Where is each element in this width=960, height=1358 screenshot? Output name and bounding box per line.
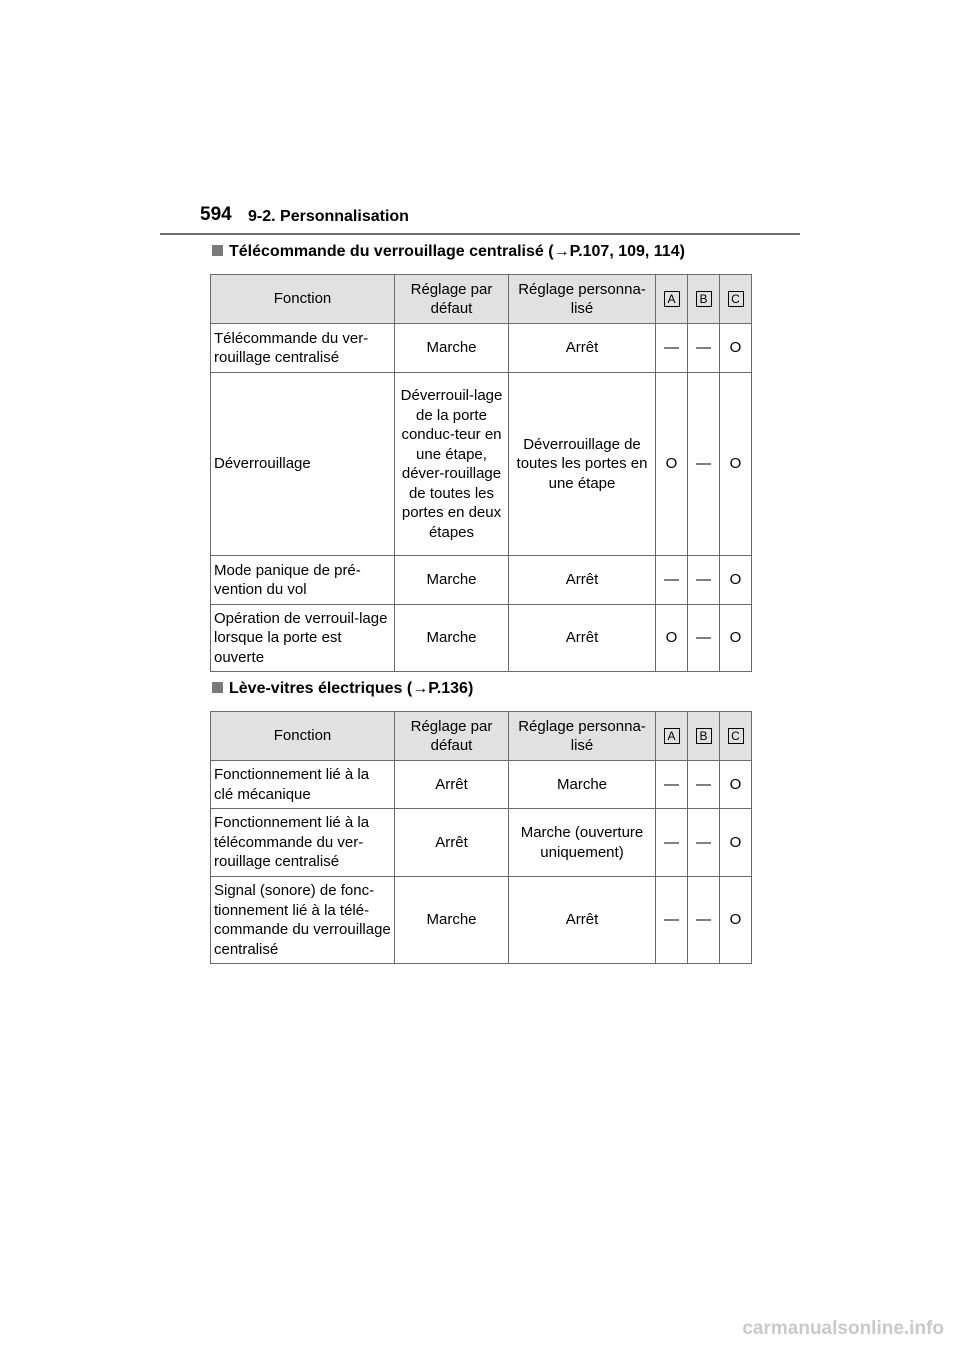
table-row: Opération de verrouil-lage lorsque la porte est ouverte Marche Arrêt O — O bbox=[211, 605, 752, 672]
table-row: Déverrouillage Déverrouil-lage de la porte conduc-teur en une étape, déver-rouillage de toutes les portes en deux étapes Déverrouillage de toutes les portes en une étape O — O bbox=[211, 373, 752, 556]
col-header-a bbox=[656, 712, 688, 761]
key-a-icon: A bbox=[664, 291, 680, 307]
section-title-remote-lock: Télécommande du verrouillage centralisé (→P.107, 109, 114) bbox=[212, 243, 685, 261]
arrow-icon: → bbox=[553, 243, 570, 260]
page-reference: P.107, 109, 114) bbox=[569, 243, 685, 260]
key-c-icon: C bbox=[728, 728, 744, 744]
key-a-icon: A bbox=[664, 728, 680, 744]
square-bullet-icon bbox=[212, 245, 223, 256]
arrow-icon: → bbox=[412, 680, 429, 697]
section-title-power-windows: Lève-vitres électriques (→P.136) bbox=[212, 680, 473, 698]
col-header-custom: Réglage personna-lisé bbox=[509, 275, 656, 324]
page-header bbox=[200, 204, 800, 234]
key-b-icon: B bbox=[696, 291, 712, 307]
watermark: carmanualsonline.info bbox=[742, 1318, 944, 1339]
col-header-function: Fonction bbox=[211, 712, 395, 761]
table-row: Fonctionnement lié à la télécommande du ver-rouillage centralisé Arrêt Marche (ouverture uniquement) — — O bbox=[211, 809, 752, 877]
table-row: Mode panique de pré-vention du vol Marche Arrêt — — O bbox=[211, 556, 752, 605]
table-header-row bbox=[211, 712, 752, 761]
header-rule bbox=[160, 233, 800, 235]
col-header-default: Réglage par défaut bbox=[395, 275, 509, 324]
col-header-c bbox=[720, 275, 752, 324]
col-header-b bbox=[688, 275, 720, 324]
col-header-a bbox=[656, 275, 688, 324]
key-b-icon: B bbox=[696, 728, 712, 744]
power-windows-table bbox=[210, 711, 752, 964]
col-header-b bbox=[688, 712, 720, 761]
page-number: 594 bbox=[200, 204, 232, 225]
chapter-title: 9-2. Personnalisation bbox=[248, 208, 409, 225]
remote-lock-table bbox=[210, 274, 752, 672]
table-header-row bbox=[211, 275, 752, 324]
col-header-default: Réglage par défaut bbox=[395, 712, 509, 761]
key-c-icon: C bbox=[728, 291, 744, 307]
table-row: Fonctionnement lié à la clé mécanique Arrêt Marche — — O bbox=[211, 761, 752, 809]
col-header-c bbox=[720, 712, 752, 761]
table-row: Signal (sonore) de fonc-tionnement lié à la télé-commande du verrouillage centralisé Marche Arrêt — — O bbox=[211, 877, 752, 964]
square-bullet-icon bbox=[212, 682, 223, 693]
table-row: Télécommande du ver-rouillage centralisé Marche Arrêt — — O bbox=[211, 324, 752, 373]
col-header-custom: Réglage personna-lisé bbox=[509, 712, 656, 761]
col-header-function: Fonction bbox=[211, 275, 395, 324]
page-reference: P.136) bbox=[428, 680, 474, 697]
